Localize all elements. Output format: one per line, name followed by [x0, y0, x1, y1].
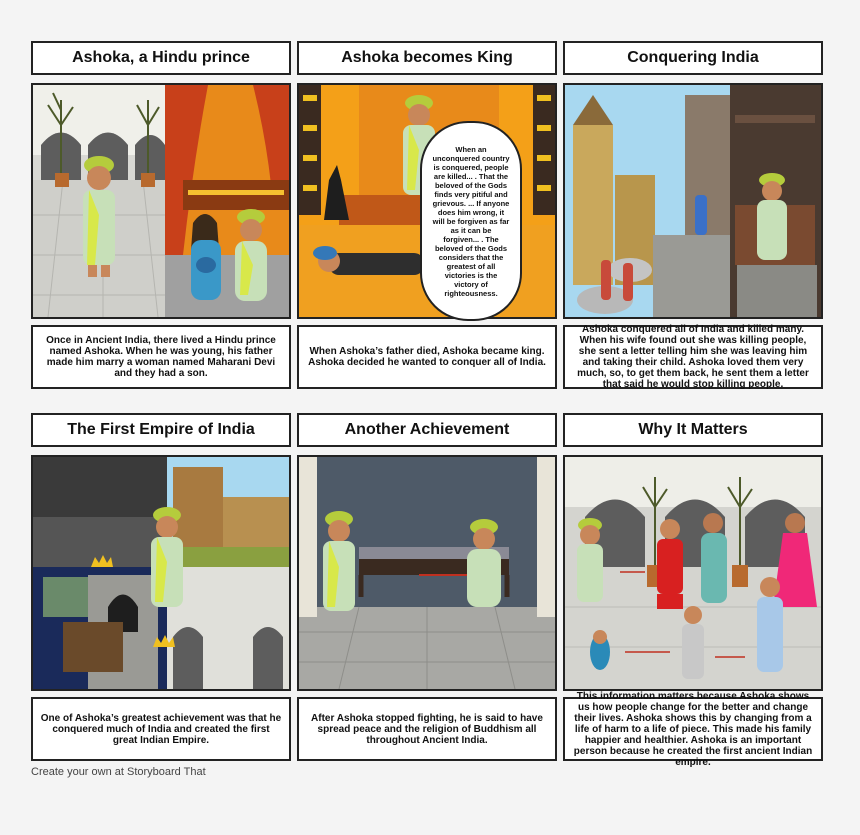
panel-2-title: Ashoka becomes King: [297, 41, 557, 75]
panel-6-image: [563, 455, 823, 691]
panel-6-title: Why It Matters: [563, 413, 823, 447]
panel-3-title: Conquering India: [563, 41, 823, 75]
panel-4-title: The First Empire of India: [31, 413, 291, 447]
son-figure: [682, 606, 704, 679]
panel-6-caption: This information matters because Ashoka shows us how people change for the better and change their lives. Ashoka shows this by changing from a life of harm to a life of piece. This made his family happier and healthier. Ashoka is an important person because he created the first ancient Indian empire.: [563, 697, 823, 761]
panel-5-image: [297, 455, 557, 691]
ashoka-figure: [83, 156, 115, 277]
panel-4-caption: One of Ashoka’s greatest achievement was that he conquered much of India and created the first great Indian Empire.: [31, 697, 291, 761]
panel-1-caption: Once in Ancient India, there lived a Hindu prince named Ashoka. When he was young, his father made him marry a woman named Maharani Devi and they had a son.: [31, 325, 291, 389]
ashoka-king-figure: [657, 519, 683, 609]
panel-1-title: Ashoka, a Hindu prince: [31, 41, 291, 75]
panel-3-image: [563, 83, 823, 319]
panel-5-title: Another Achievement: [297, 413, 557, 447]
maharani-figure: [191, 214, 221, 300]
panel-2-caption: When Ashoka’s father died, Ashoka became king. Ashoka decided he wanted to conquer all of India.: [297, 325, 557, 389]
speech-bubble: When an unconquered country is conquered, people are killed... . That the beloved of the Gods finds very pitiful and grievous. ... If anyone does him wrong, it will be forgiven as far as it can be forgiven... . The beloved of the Gods considers that the greatest of all victories is the victory of righteousness.: [420, 121, 522, 321]
panel-5-caption: After Ashoka stopped fighting, he is said to have spread peace and the religion of Buddhism all throughout Ancient India.: [297, 697, 557, 761]
temple-scene: [299, 457, 555, 689]
empire-collage-scene: [33, 457, 289, 689]
panel-3-caption: Ashoka conquered all of India and killed many. When his wife found out she was killing people, she sent a letter telling him she was leaving him and taking their child. Ashoka loved them very much, so, to get them back, he sent them a letter that said he would stop killing people.: [563, 325, 823, 389]
family-courtyard-scene: [565, 457, 821, 689]
prince-family-scene: [33, 85, 289, 317]
storyboard-credit-link[interactable]: Create your own at Storyboard That: [31, 766, 206, 778]
panel-1-image: [31, 83, 291, 319]
conquest-scene: [565, 85, 821, 317]
panel-4-image: [31, 455, 291, 691]
